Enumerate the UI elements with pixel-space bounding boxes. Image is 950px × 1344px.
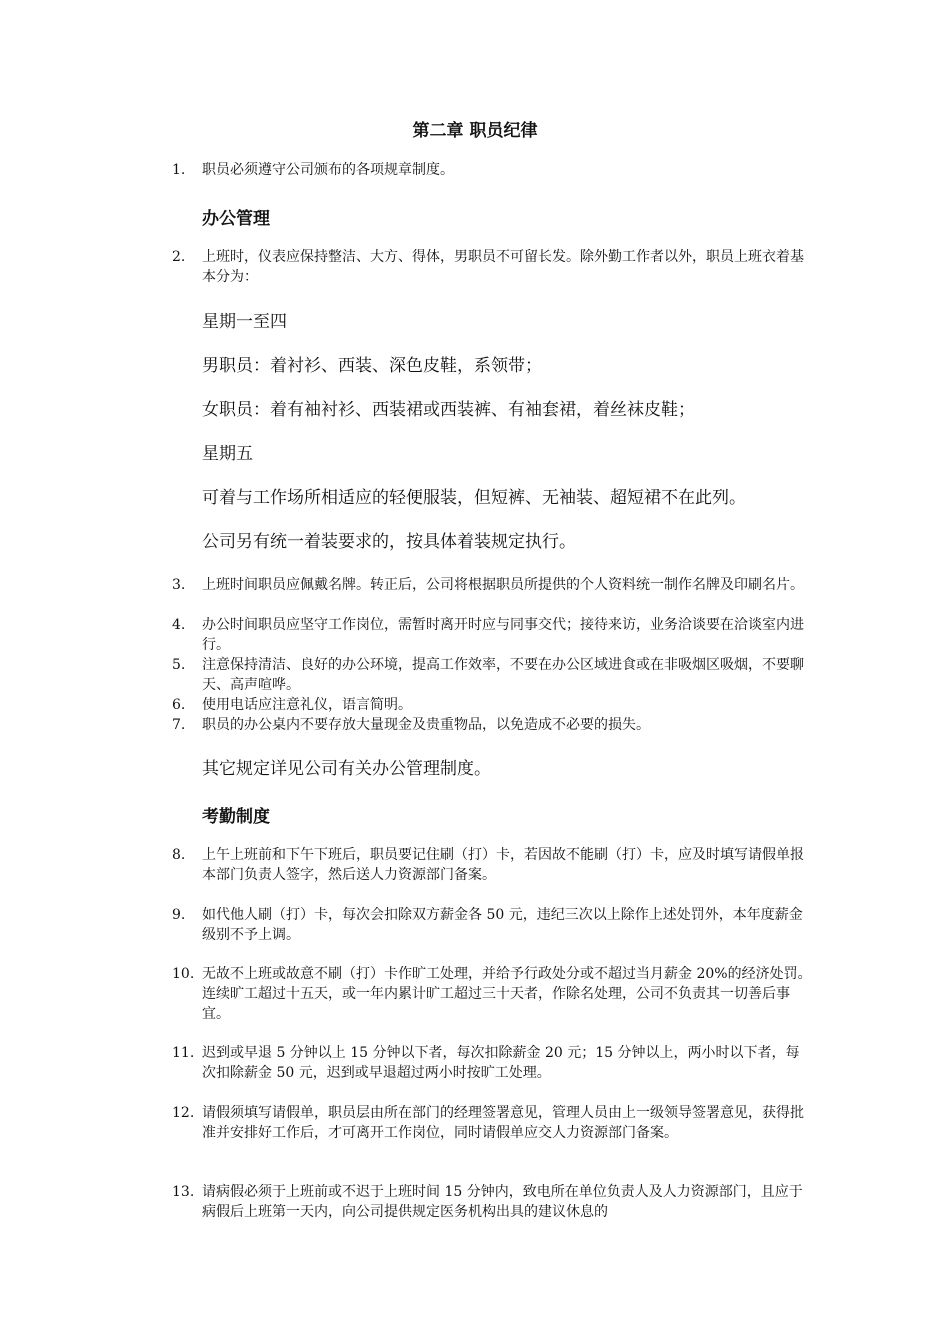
item-number: 7. — [172, 717, 186, 733]
dress-uniform: 公司另有统一着装要求的，按具体着装规定执行。 — [202, 532, 576, 552]
item-text: 请病假必须于上班前或不迟于上班时间 15 分钟内，致电所在单位负责人及人力资源部门，且应于病假后上班第一天内，向公司提供规定医务机构出具的建议休息的 — [202, 1184, 803, 1220]
item-text: 使用电话应注意礼仪，语言简明。 — [202, 697, 412, 713]
item-number: 11. — [172, 1045, 195, 1061]
item-number: 3. — [172, 577, 186, 593]
item-text: 无故不上班或故意不刷（打）卡作旷工处理，并给予行政处分或不超过当月薪金 20%的经济处罚。连续旷工超过十五天，或一年内累计旷工超过三十天者，作除名处理，公司不负责其一切善后事宜。 — [202, 966, 812, 1022]
item-number: 6. — [172, 697, 186, 713]
item-text: 迟到或早退 5 分钟以上 15 分钟以下者，每次扣除薪金 20 元；15 分钟以上，两小时以下者，每次扣除薪金 50 元，迟到或早退超过两小时按旷工处理。 — [202, 1045, 800, 1081]
dress-mon-thu: 星期一至四 — [202, 312, 287, 332]
item-text: 上班时，仪表应保持整洁、大方、得体，男职员不可留长发。除外勤工作者以外，职员上班衣着基本分为： — [202, 249, 804, 285]
item-number: 10. — [172, 966, 195, 982]
item-text: 注意保持清洁、良好的办公环境，提高工作效率，不要在办公区域进食或在非吸烟区吸烟，不要聊天、高声喧哗。 — [202, 657, 804, 693]
item-number: 5. — [172, 657, 186, 673]
item-text: 办公时间职员应坚守工作岗位，需暂时离开时应与同事交代；接待来访，业务洽谈要在洽谈室内进行。 — [202, 617, 804, 653]
dress-friday: 星期五 — [202, 444, 253, 464]
item-text: 上班时间职员应佩戴名牌。转正后，公司将根据职员所提供的个人资料统一制作名牌及印刷名片。 — [202, 577, 804, 593]
item-number: 9. — [172, 907, 186, 923]
item-text: 如代他人刷（打）卡，每次会扣除双方薪金各 50 元，违纪三次以上除作上述处罚外，本年度薪金级别不予上调。 — [202, 907, 803, 943]
item-number: 13. — [172, 1184, 195, 1200]
item-text: 上午上班前和下午下班后，职员要记住刷（打）卡，若因故不能刷（打）卡，应及时填写请假单报本部门负责人签字，然后送人力资源部门备案。 — [202, 847, 804, 883]
item-number: 4. — [172, 617, 186, 633]
item-number: 2. — [172, 249, 186, 265]
dress-casual: 可着与工作场所相适应的轻便服装，但短裤、无袖装、超短裙不在此列。 — [202, 488, 746, 508]
item-text: 职员必须遵守公司颁布的各项规章制度。 — [202, 162, 454, 178]
dress-female: 女职员：着有袖衬衫、西装裙或西装裤、有袖套裙，着丝袜皮鞋； — [202, 400, 695, 420]
item-number: 8. — [172, 847, 186, 863]
other-rules: 其它规定详见公司有关办公管理制度。 — [202, 759, 491, 779]
item-text: 请假须填写请假单，职员层由所在部门的经理签署意见，管理人员由上一级领导签署意见，获得批准并安排好工作后，才可离开工作岗位，同时请假单应交人力资源部门备案。 — [202, 1105, 804, 1141]
section-heading-attendance: 考勤制度 — [202, 807, 270, 827]
section-heading-office: 办公管理 — [202, 209, 270, 229]
chapter-title: 第二章 职员纪律 — [412, 121, 538, 141]
item-text: 职员的办公桌内不要存放大量现金及贵重物品，以免造成不必要的损失。 — [202, 717, 650, 733]
dress-male: 男职员：着衬衫、西装、深色皮鞋，系领带； — [202, 356, 542, 376]
item-number: 1. — [172, 162, 186, 178]
item-number: 12. — [172, 1105, 195, 1121]
